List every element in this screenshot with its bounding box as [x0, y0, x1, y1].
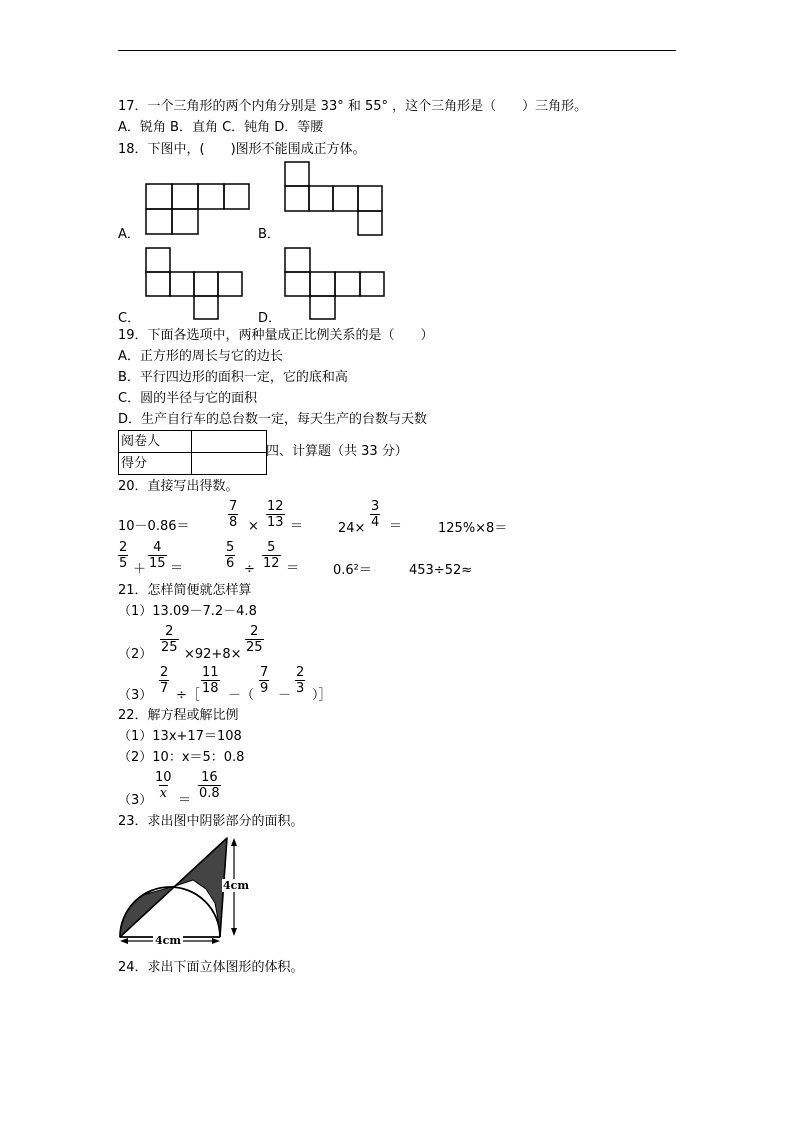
q21-p2-label: （2） — [118, 647, 153, 662]
denominator: 12 — [263, 556, 280, 571]
numerator: 4 — [153, 540, 162, 555]
numerator: 5 — [267, 540, 276, 555]
numerator: 2 — [165, 624, 174, 639]
denominator: 7 — [160, 681, 169, 696]
q19-option-a: A．正方形的周长与它的边长 — [118, 349, 283, 364]
numerator: 5 — [226, 540, 235, 555]
q20-e2-equals: ＝ — [290, 519, 304, 534]
numerator: 7 — [229, 499, 238, 514]
q18-label-b: B． — [258, 227, 280, 242]
q19-option-c: C．圆的半径与它的面积 — [118, 391, 258, 406]
q18-label-d: D． — [258, 311, 282, 326]
q20-stem: 20．直接写出得数。 — [118, 479, 239, 494]
q21-part-1: （1）13.09－7.2－4.8 — [118, 604, 257, 619]
variable-x: x — [159, 786, 167, 801]
q20-e3-prefix: 24× — [338, 521, 366, 536]
q21-p3-text-2: －（ — [228, 688, 255, 703]
grader-label: 阅卷人 — [119, 431, 192, 453]
numerator: 2 — [250, 624, 259, 639]
q22-p3-label: （3） — [118, 793, 153, 808]
q21-p3-label: （3） — [118, 688, 153, 703]
q20-e5-operator: ＋ — [133, 562, 147, 577]
denominator: 15 — [149, 556, 166, 571]
q21-p3-text-1: ÷［ — [176, 688, 200, 703]
q20-e6-operator: ÷ — [244, 562, 255, 577]
numerator: 2 — [119, 540, 128, 555]
numerator: 2 — [296, 665, 305, 680]
dimension-horizontal: 4cm — [155, 934, 181, 947]
numerator: 7 — [260, 665, 269, 680]
q17-stem: 17．一个三角形的两个内角分别是 33° 和 55° ，这个三角形是（ ）三角形。 — [118, 99, 588, 114]
q19-option-d: D．生产自行车的总台数一定，每天生产的台数与天数 — [118, 412, 428, 427]
denominator: 4 — [371, 515, 380, 530]
q18-stem: 18．下图中，( )图形不能围成正方体。 — [118, 142, 366, 157]
q24-stem: 24．求出下面立体图形的体积。 — [118, 960, 304, 975]
q20-expr-8: 453÷52≈ — [409, 563, 473, 578]
denominator: 25 — [246, 640, 263, 655]
q20-expr-1: 10－0.86＝ — [118, 519, 190, 534]
q20-e3-equals: ＝ — [389, 519, 403, 534]
numerator: 16 — [201, 770, 218, 785]
denominator: 9 — [260, 681, 269, 696]
denominator: 25 — [161, 640, 178, 655]
q22-stem: 22．解方程或解比例 — [118, 708, 239, 723]
numerator: 11 — [202, 665, 219, 680]
q21-stem: 21．怎样简便就怎样算 — [118, 583, 252, 598]
q20-e2-operator: × — [248, 519, 259, 534]
denominator: 6 — [226, 556, 235, 571]
q18-label-c: C． — [118, 311, 141, 326]
q20-e6-equals: ＝ — [286, 561, 300, 576]
q22-p3-equals: ＝ — [178, 793, 192, 808]
q21-p3-text-3: － — [278, 688, 292, 703]
dimension-vertical: 4cm — [223, 879, 249, 892]
numerator: 12 — [267, 499, 284, 514]
q21-p2-middle: ×92+8× — [184, 647, 242, 662]
numerator: 2 — [160, 665, 169, 680]
section-4-title: 四、计算题（共 33 分） — [266, 444, 408, 459]
denominator: 13 — [267, 515, 284, 530]
q19-option-b: B．平行四边形的面积一定，它的底和高 — [118, 370, 348, 385]
q23-stem: 23．求出图中阴影部分的面积。 — [118, 814, 304, 829]
denominator: 8 — [229, 515, 238, 530]
q19-stem: 19．下面各选项中，两种量成正比例关系的是（ ） — [118, 328, 434, 343]
numerator: 10 — [155, 770, 172, 785]
denominator: 0.8 — [199, 786, 220, 801]
denominator: 3 — [296, 681, 305, 696]
denominator: 5 — [119, 556, 128, 571]
q22-part-2: （2）10：x＝5：0.8 — [118, 750, 245, 765]
q21-p3-text-4: ）］ — [312, 688, 332, 703]
q20-e5-equals: ＝ — [170, 561, 184, 576]
q20-expr-4: 125%×8＝ — [438, 521, 508, 536]
q20-expr-7: 0.6²＝ — [333, 563, 372, 578]
score-label: 得分 — [119, 453, 192, 475]
q17-options: A．锐角 B．直角 C．钝角 D．等腰 — [118, 120, 324, 135]
numerator: 3 — [371, 499, 380, 514]
denominator: 18 — [202, 681, 219, 696]
q18-label-a: A． — [118, 227, 140, 242]
q22-part-1: （1）13x+17＝108 — [118, 729, 242, 744]
